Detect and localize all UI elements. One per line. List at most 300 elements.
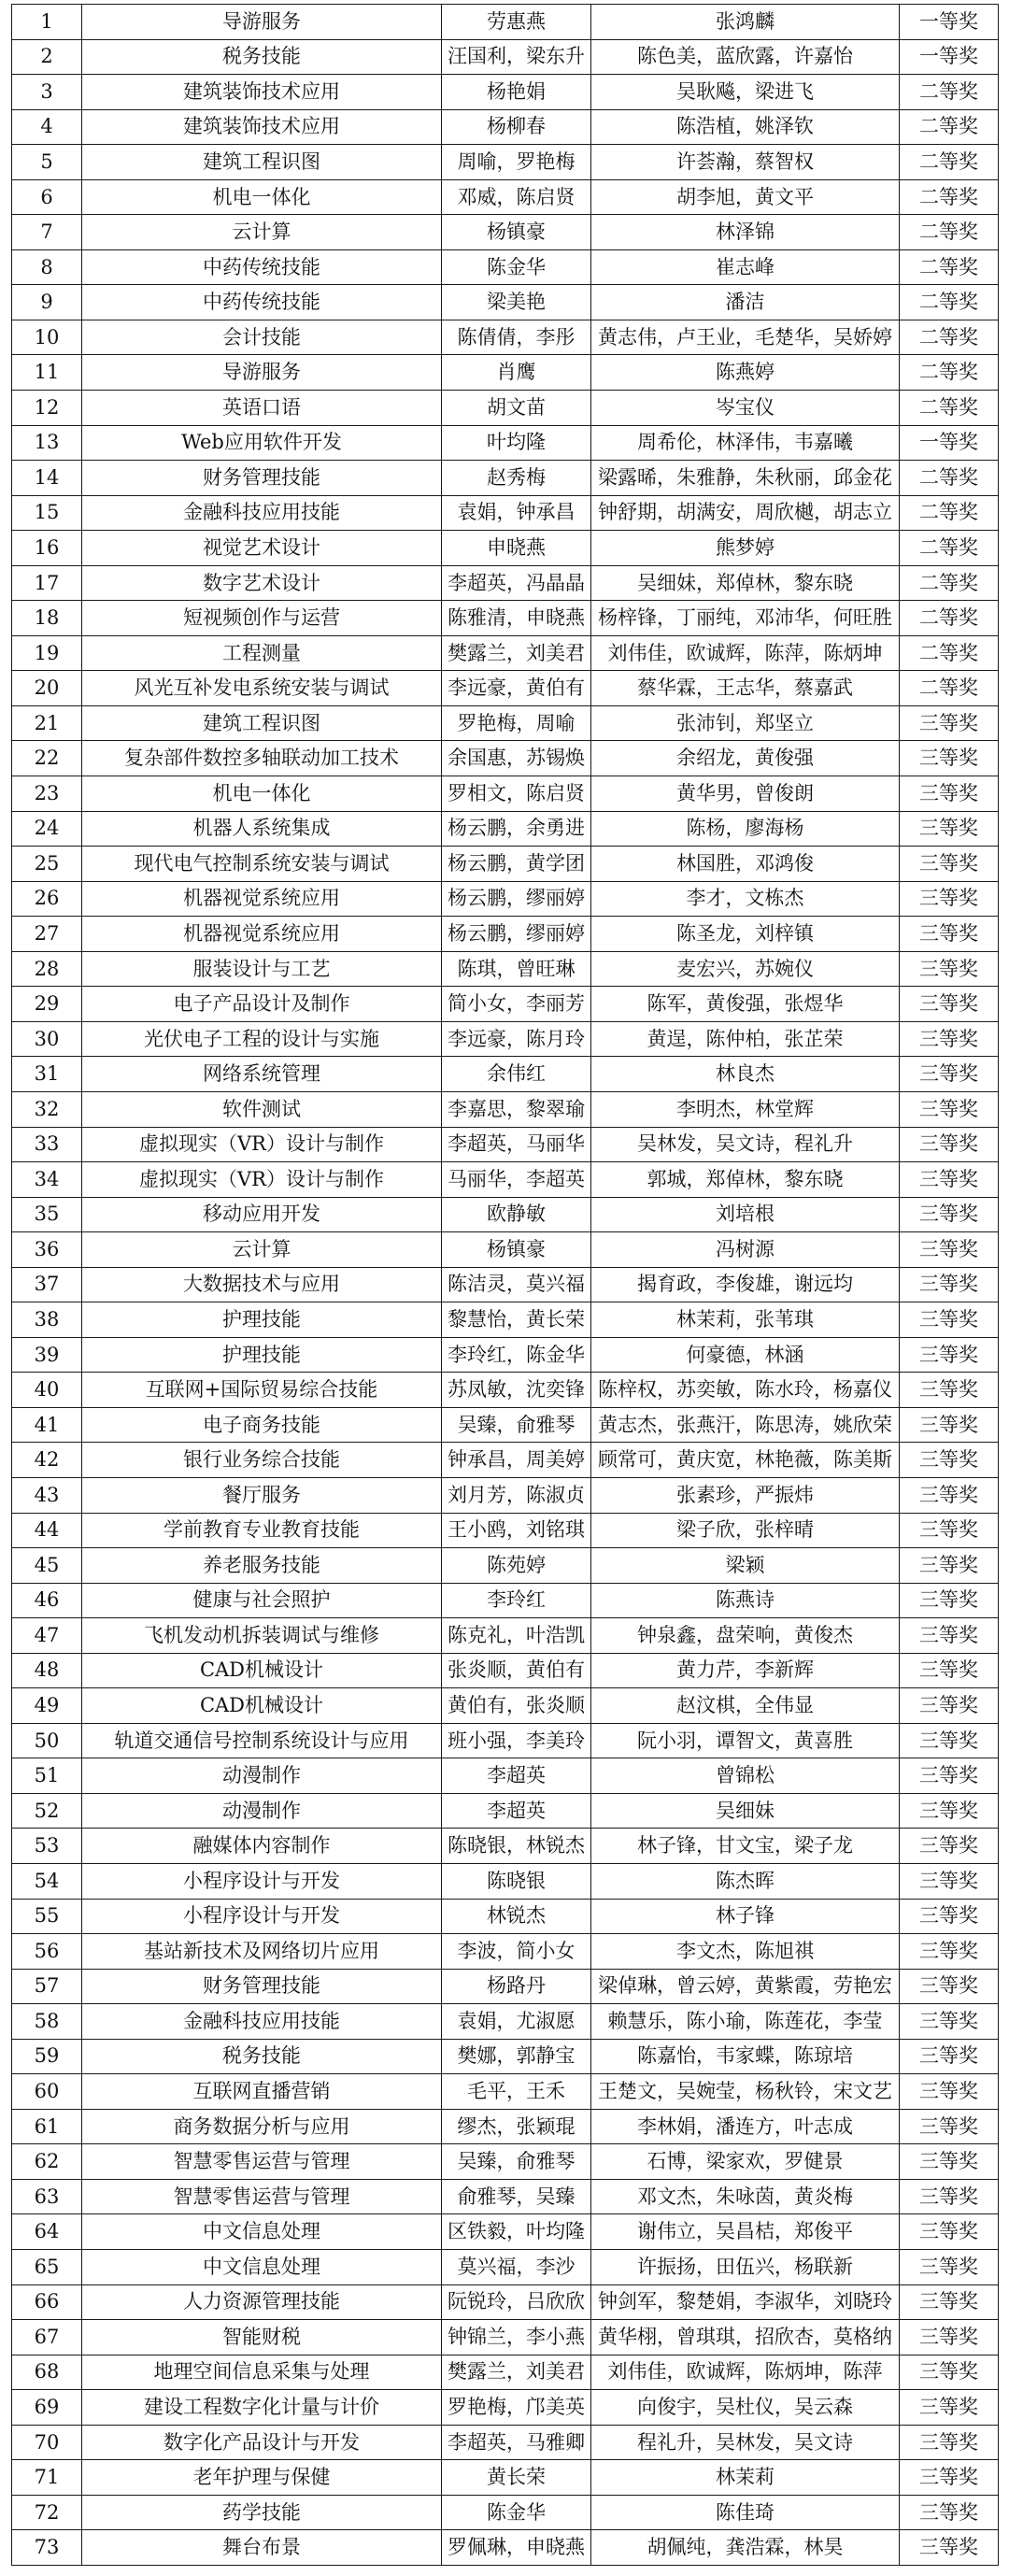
award-cell: 二等奖 bbox=[900, 145, 999, 180]
row-number-cell: 67 bbox=[12, 2320, 82, 2355]
instructor-cell: 杨云鹏，缪丽婷 bbox=[442, 881, 591, 917]
student-names-cell: 谢伟立，吴昌桔，郑俊平 bbox=[591, 2214, 900, 2250]
student-names-cell: 顾常可，黄庆宽，林艳薇，陈美斯 bbox=[591, 1443, 900, 1478]
project-name-cell: 机器视觉系统应用 bbox=[82, 881, 442, 917]
award-cell: 三等奖 bbox=[900, 1829, 999, 1864]
table-row bbox=[12, 1477, 999, 1513]
project-name-cell: 老年护理与保健 bbox=[82, 2460, 442, 2496]
project-name-cell: 互联网+国际贸易综合技能 bbox=[82, 1373, 442, 1408]
student-names-cell: 杨梓锋，丁丽纯，邓沛华，何旺胜 bbox=[591, 601, 900, 636]
project-name-cell: 中文信息处理 bbox=[82, 2250, 442, 2285]
row-number-cell: 51 bbox=[12, 1758, 82, 1794]
row-number-cell: 66 bbox=[12, 2284, 82, 2320]
award-cell: 三等奖 bbox=[900, 2179, 999, 2214]
table-row bbox=[12, 285, 999, 320]
row-number-cell: 72 bbox=[12, 2495, 82, 2530]
project-name-cell: 智慧零售运营与管理 bbox=[82, 2144, 442, 2180]
award-cell: 三等奖 bbox=[900, 881, 999, 917]
student-names-cell: 刘培根 bbox=[591, 1197, 900, 1232]
table-row bbox=[12, 1232, 999, 1268]
instructor-cell: 杨云鹏，黄学团 bbox=[442, 847, 591, 882]
table-row bbox=[12, 1513, 999, 1548]
award-cell: 三等奖 bbox=[900, 2495, 999, 2530]
row-number-cell: 13 bbox=[12, 425, 82, 461]
award-cell: 二等奖 bbox=[900, 109, 999, 145]
instructor-cell: 陈克礼，叶浩凯 bbox=[442, 1618, 591, 1654]
row-number-cell: 41 bbox=[12, 1407, 82, 1443]
row-number-cell: 11 bbox=[12, 355, 82, 391]
award-cell: 二等奖 bbox=[900, 671, 999, 706]
award-cell: 三等奖 bbox=[900, 1899, 999, 1934]
student-names-cell: 冯树源 bbox=[591, 1232, 900, 1268]
row-number-cell: 26 bbox=[12, 881, 82, 917]
row-number-cell: 70 bbox=[12, 2425, 82, 2460]
award-cell: 三等奖 bbox=[900, 1443, 999, 1478]
project-name-cell: CAD机械设计 bbox=[82, 1653, 442, 1688]
student-names-cell: 吴耿飚，梁进飞 bbox=[591, 75, 900, 110]
student-names-cell: 林泽锦 bbox=[591, 215, 900, 250]
student-names-cell: 陈佳琦 bbox=[591, 2495, 900, 2530]
project-name-cell: 建筑工程识图 bbox=[82, 705, 442, 741]
student-names-cell: 梁颖 bbox=[591, 1548, 900, 1584]
instructor-cell: 吴臻，俞雅琴 bbox=[442, 1407, 591, 1443]
project-name-cell: Web应用软件开发 bbox=[82, 425, 442, 461]
project-name-cell: 电子产品设计及制作 bbox=[82, 987, 442, 1022]
table-row bbox=[12, 2284, 999, 2320]
project-name-cell: 视觉艺术设计 bbox=[82, 531, 442, 566]
table-row bbox=[12, 1373, 999, 1408]
table-row bbox=[12, 1969, 999, 2004]
instructor-cell: 樊露兰，刘美君 bbox=[442, 2355, 591, 2390]
project-name-cell: 药学技能 bbox=[82, 2495, 442, 2530]
row-number-cell: 24 bbox=[12, 811, 82, 847]
project-name-cell: 融媒体内容制作 bbox=[82, 1829, 442, 1864]
award-cell: 三等奖 bbox=[900, 1548, 999, 1584]
instructor-cell: 周喻，罗艳梅 bbox=[442, 145, 591, 180]
project-name-cell: 电子商务技能 bbox=[82, 1407, 442, 1443]
table-row bbox=[12, 1162, 999, 1198]
student-names-cell: 蔡华霖，王志华，蔡嘉武 bbox=[591, 671, 900, 706]
instructor-cell: 杨云鹏，缪丽婷 bbox=[442, 917, 591, 952]
project-name-cell: 动漫制作 bbox=[82, 1793, 442, 1829]
award-cell: 二等奖 bbox=[900, 75, 999, 110]
table-row bbox=[12, 1407, 999, 1443]
table-row bbox=[12, 741, 999, 776]
project-name-cell: 餐厅服务 bbox=[82, 1477, 442, 1513]
row-number-cell: 31 bbox=[12, 1057, 82, 1092]
row-number-cell: 3 bbox=[12, 75, 82, 110]
instructor-cell: 杨路丹 bbox=[442, 1969, 591, 2004]
award-cell: 三等奖 bbox=[900, 1407, 999, 1443]
row-number-cell: 43 bbox=[12, 1477, 82, 1513]
row-number-cell: 59 bbox=[12, 2039, 82, 2074]
student-names-cell: 陈梓权，苏奕敏，陈水玲，杨嘉仪 bbox=[591, 1373, 900, 1408]
row-number-cell: 10 bbox=[12, 320, 82, 355]
award-cell: 二等奖 bbox=[900, 249, 999, 285]
table-row bbox=[12, 1302, 999, 1338]
instructor-cell: 李波，简小女 bbox=[442, 1934, 591, 1970]
project-name-cell: 虚拟现实（VR）设计与制作 bbox=[82, 1127, 442, 1162]
row-number-cell: 2 bbox=[12, 39, 82, 75]
award-cell: 三等奖 bbox=[900, 1197, 999, 1232]
project-name-cell: 机电一体化 bbox=[82, 776, 442, 812]
table-row bbox=[12, 1127, 999, 1162]
row-number-cell: 18 bbox=[12, 601, 82, 636]
student-names-cell: 崔志峰 bbox=[591, 249, 900, 285]
award-cell: 二等奖 bbox=[900, 635, 999, 671]
table-row bbox=[12, 391, 999, 426]
award-cell: 三等奖 bbox=[900, 2460, 999, 2496]
student-names-cell: 刘伟佳，欧诚辉，陈炳坤，陈萍 bbox=[591, 2355, 900, 2390]
instructor-cell: 李超英，冯晶晶 bbox=[442, 565, 591, 601]
table-row bbox=[12, 881, 999, 917]
student-names-cell: 揭育政，李俊雄，谢远均 bbox=[591, 1267, 900, 1302]
award-cell: 一等奖 bbox=[900, 5, 999, 40]
instructor-cell: 欧静敏 bbox=[442, 1197, 591, 1232]
table-row bbox=[12, 531, 999, 566]
instructor-cell: 林锐杰 bbox=[442, 1899, 591, 1934]
instructor-cell: 杨艳娟 bbox=[442, 75, 591, 110]
table-row bbox=[12, 1443, 999, 1478]
row-number-cell: 34 bbox=[12, 1162, 82, 1198]
project-name-cell: 建筑装饰技术应用 bbox=[82, 109, 442, 145]
row-number-cell: 44 bbox=[12, 1513, 82, 1548]
student-names-cell: 陈色美，蓝欣露，许嘉怡 bbox=[591, 39, 900, 75]
table-row bbox=[12, 951, 999, 987]
project-name-cell: 人力资源管理技能 bbox=[82, 2284, 442, 2320]
table-row bbox=[12, 1934, 999, 1970]
award-cell: 二等奖 bbox=[900, 215, 999, 250]
row-number-cell: 8 bbox=[12, 249, 82, 285]
project-name-cell: 短视频创作与运营 bbox=[82, 601, 442, 636]
instructor-cell: 梁美艳 bbox=[442, 285, 591, 320]
instructor-cell: 陈苑婷 bbox=[442, 1548, 591, 1584]
row-number-cell: 39 bbox=[12, 1337, 82, 1373]
project-name-cell: 风光互补发电系统安装与调试 bbox=[82, 671, 442, 706]
project-name-cell: 智慧零售运营与管理 bbox=[82, 2179, 442, 2214]
instructor-cell: 陈晓银 bbox=[442, 1863, 591, 1899]
student-names-cell: 吴林发，吴文诗，程礼升 bbox=[591, 1127, 900, 1162]
table-row bbox=[12, 811, 999, 847]
student-names-cell: 钟泉鑫，盘荣响，黄俊杰 bbox=[591, 1618, 900, 1654]
project-name-cell: 健康与社会照护 bbox=[82, 1583, 442, 1618]
student-names-cell: 周希伦，林泽伟，韦嘉曦 bbox=[591, 425, 900, 461]
project-name-cell: 导游服务 bbox=[82, 5, 442, 40]
award-cell: 三等奖 bbox=[900, 1021, 999, 1057]
project-name-cell: 地理空间信息采集与处理 bbox=[82, 2355, 442, 2390]
project-name-cell: 中药传统技能 bbox=[82, 285, 442, 320]
row-number-cell: 22 bbox=[12, 741, 82, 776]
instructor-cell: 刘月芳，陈淑贞 bbox=[442, 1477, 591, 1513]
table-row bbox=[12, 1618, 999, 1654]
project-name-cell: 中药传统技能 bbox=[82, 249, 442, 285]
project-name-cell: 大数据技术与应用 bbox=[82, 1267, 442, 1302]
table-row bbox=[12, 917, 999, 952]
award-cell: 三等奖 bbox=[900, 847, 999, 882]
student-names-cell: 陈燕婷 bbox=[591, 355, 900, 391]
instructor-cell: 俞雅琴，吴臻 bbox=[442, 2179, 591, 2214]
student-names-cell: 陈杨，廖海杨 bbox=[591, 811, 900, 847]
row-number-cell: 63 bbox=[12, 2179, 82, 2214]
table-row bbox=[12, 565, 999, 601]
table-row bbox=[12, 1267, 999, 1302]
award-cell: 二等奖 bbox=[900, 565, 999, 601]
instructor-cell: 罗佩琳，申晓燕 bbox=[442, 2530, 591, 2566]
table-row bbox=[12, 987, 999, 1022]
award-cell: 二等奖 bbox=[900, 531, 999, 566]
instructor-cell: 陈金华 bbox=[442, 2495, 591, 2530]
row-number-cell: 65 bbox=[12, 2250, 82, 2285]
row-number-cell: 42 bbox=[12, 1443, 82, 1478]
award-cell: 二等奖 bbox=[900, 601, 999, 636]
student-names-cell: 陈圣龙，刘梓镇 bbox=[591, 917, 900, 952]
table-row bbox=[12, 635, 999, 671]
instructor-cell: 罗艳梅，邝美英 bbox=[442, 2390, 591, 2426]
table-row bbox=[12, 1337, 999, 1373]
table-row bbox=[12, 2460, 999, 2496]
table-row bbox=[12, 2530, 999, 2566]
table-row bbox=[12, 2355, 999, 2390]
award-cell: 三等奖 bbox=[900, 1127, 999, 1162]
instructor-cell: 区铁毅，叶均隆 bbox=[442, 2214, 591, 2250]
project-name-cell: 中文信息处理 bbox=[82, 2214, 442, 2250]
table-row bbox=[12, 671, 999, 706]
project-name-cell: 会计技能 bbox=[82, 320, 442, 355]
row-number-cell: 56 bbox=[12, 1934, 82, 1970]
project-name-cell: 金融科技应用技能 bbox=[82, 495, 442, 531]
instructor-cell: 陈倩倩，李彤 bbox=[442, 320, 591, 355]
instructor-cell: 邓威，陈启贤 bbox=[442, 179, 591, 215]
project-name-cell: 网络系统管理 bbox=[82, 1057, 442, 1092]
award-cell: 三等奖 bbox=[900, 741, 999, 776]
project-name-cell: 光伏电子工程的设计与实施 bbox=[82, 1021, 442, 1057]
table-row bbox=[12, 215, 999, 250]
instructor-cell: 黎慧怡，黄长荣 bbox=[442, 1302, 591, 1338]
award-cell: 三等奖 bbox=[900, 2074, 999, 2110]
award-cell: 三等奖 bbox=[900, 1723, 999, 1758]
project-name-cell: 导游服务 bbox=[82, 355, 442, 391]
award-cell: 三等奖 bbox=[900, 1477, 999, 1513]
project-name-cell: 财务管理技能 bbox=[82, 1969, 442, 2004]
table-row bbox=[12, 5, 999, 40]
project-name-cell: 建设工程数字化计量与计价 bbox=[82, 2390, 442, 2426]
award-cell: 三等奖 bbox=[900, 2355, 999, 2390]
project-name-cell: 智能财税 bbox=[82, 2320, 442, 2355]
table-row bbox=[12, 2214, 999, 2250]
award-cell: 二等奖 bbox=[900, 461, 999, 496]
row-number-cell: 73 bbox=[12, 2530, 82, 2566]
project-name-cell: 云计算 bbox=[82, 215, 442, 250]
project-name-cell: 虚拟现实（VR）设计与制作 bbox=[82, 1162, 442, 1198]
student-names-cell: 黄华栩，曾琪琪，招欣杏，莫格纳 bbox=[591, 2320, 900, 2355]
award-cell: 三等奖 bbox=[900, 1653, 999, 1688]
student-names-cell: 吴细妹 bbox=[591, 1793, 900, 1829]
row-number-cell: 12 bbox=[12, 391, 82, 426]
student-names-cell: 黄华男，曾俊朗 bbox=[591, 776, 900, 812]
table-row bbox=[12, 2425, 999, 2460]
instructor-cell: 肖鹰 bbox=[442, 355, 591, 391]
instructor-cell: 余伟红 bbox=[442, 1057, 591, 1092]
instructor-cell: 陈晓银，林锐杰 bbox=[442, 1829, 591, 1864]
table-row bbox=[12, 1091, 999, 1127]
award-cell: 三等奖 bbox=[900, 1091, 999, 1127]
project-name-cell: 云计算 bbox=[82, 1232, 442, 1268]
award-cell: 二等奖 bbox=[900, 495, 999, 531]
row-number-cell: 48 bbox=[12, 1653, 82, 1688]
award-cell: 三等奖 bbox=[900, 811, 999, 847]
instructor-cell: 赵秀梅 bbox=[442, 461, 591, 496]
project-name-cell: 财务管理技能 bbox=[82, 461, 442, 496]
award-cell: 三等奖 bbox=[900, 1373, 999, 1408]
award-cell: 三等奖 bbox=[900, 1232, 999, 1268]
row-number-cell: 60 bbox=[12, 2074, 82, 2110]
project-name-cell: 建筑装饰技术应用 bbox=[82, 75, 442, 110]
student-names-cell: 王楚文，吴婉莹，杨秋铃，宋文艺 bbox=[591, 2074, 900, 2110]
award-cell: 三等奖 bbox=[900, 776, 999, 812]
row-number-cell: 58 bbox=[12, 2004, 82, 2040]
row-number-cell: 46 bbox=[12, 1583, 82, 1618]
table-row bbox=[12, 2039, 999, 2074]
row-number-cell: 21 bbox=[12, 705, 82, 741]
project-name-cell: 建筑工程识图 bbox=[82, 145, 442, 180]
table-row bbox=[12, 776, 999, 812]
student-names-cell: 何豪德，林涵 bbox=[591, 1337, 900, 1373]
student-names-cell: 黄逞，陈仲柏，张芷荣 bbox=[591, 1021, 900, 1057]
student-names-cell: 梁倬琳，曾云婷，黄紫霞，劳艳宏 bbox=[591, 1969, 900, 2004]
project-name-cell: 小程序设计与开发 bbox=[82, 1863, 442, 1899]
student-names-cell: 梁子欣，张梓晴 bbox=[591, 1513, 900, 1548]
row-number-cell: 54 bbox=[12, 1863, 82, 1899]
student-names-cell: 黄力芹，李新辉 bbox=[591, 1653, 900, 1688]
instructor-cell: 李超英，马丽华 bbox=[442, 1127, 591, 1162]
student-names-cell: 陈燕诗 bbox=[591, 1583, 900, 1618]
instructor-cell: 李远豪，陈月玲 bbox=[442, 1021, 591, 1057]
table-row bbox=[12, 355, 999, 391]
project-name-cell: 舞台布景 bbox=[82, 2530, 442, 2566]
table-row bbox=[12, 1863, 999, 1899]
instructor-cell: 劳惠燕 bbox=[442, 5, 591, 40]
row-number-cell: 57 bbox=[12, 1969, 82, 2004]
project-name-cell: 护理技能 bbox=[82, 1302, 442, 1338]
row-number-cell: 4 bbox=[12, 109, 82, 145]
row-number-cell: 23 bbox=[12, 776, 82, 812]
instructor-cell: 陈琪，曾旺琳 bbox=[442, 951, 591, 987]
project-name-cell: 小程序设计与开发 bbox=[82, 1899, 442, 1934]
instructor-cell: 李超英，马雅卿 bbox=[442, 2425, 591, 2460]
table-row bbox=[12, 1758, 999, 1794]
row-number-cell: 52 bbox=[12, 1793, 82, 1829]
instructor-cell: 李超英 bbox=[442, 1793, 591, 1829]
table-row bbox=[12, 1583, 999, 1618]
award-cell: 二等奖 bbox=[900, 285, 999, 320]
award-cell: 三等奖 bbox=[900, 1934, 999, 1970]
table-row bbox=[12, 179, 999, 215]
row-number-cell: 36 bbox=[12, 1232, 82, 1268]
award-cell: 三等奖 bbox=[900, 1758, 999, 1794]
row-number-cell: 38 bbox=[12, 1302, 82, 1338]
instructor-cell: 莫兴福，李沙 bbox=[442, 2250, 591, 2285]
project-name-cell: 工程测量 bbox=[82, 635, 442, 671]
instructor-cell: 苏凤敏，沈奕锋 bbox=[442, 1373, 591, 1408]
table-row bbox=[12, 2390, 999, 2426]
row-number-cell: 17 bbox=[12, 565, 82, 601]
award-cell: 三等奖 bbox=[900, 1793, 999, 1829]
student-names-cell: 阮小羽，谭智文，黄喜胜 bbox=[591, 1723, 900, 1758]
table-row bbox=[12, 109, 999, 145]
table-row bbox=[12, 249, 999, 285]
instructor-cell: 马丽华，李超英 bbox=[442, 1162, 591, 1198]
student-names-cell: 陈浩植，姚泽钦 bbox=[591, 109, 900, 145]
award-cell: 二等奖 bbox=[900, 355, 999, 391]
student-names-cell: 张鸿麟 bbox=[591, 5, 900, 40]
student-names-cell: 许荟瀚，蔡智权 bbox=[591, 145, 900, 180]
table-row bbox=[12, 39, 999, 75]
project-name-cell: CAD机械设计 bbox=[82, 1688, 442, 1724]
student-names-cell: 岑宝仪 bbox=[591, 391, 900, 426]
student-names-cell: 赵汶棋，全伟显 bbox=[591, 1688, 900, 1724]
instructor-cell: 缪杰，张颖琨 bbox=[442, 2109, 591, 2144]
row-number-cell: 61 bbox=[12, 2109, 82, 2144]
student-names-cell: 林良杰 bbox=[591, 1057, 900, 1092]
award-cell: 三等奖 bbox=[900, 2039, 999, 2074]
student-names-cell: 刘伟佳，欧诚辉，陈萍，陈炳坤 bbox=[591, 635, 900, 671]
instructor-cell: 叶均隆 bbox=[442, 425, 591, 461]
award-cell: 三等奖 bbox=[900, 1162, 999, 1198]
award-cell: 三等奖 bbox=[900, 1688, 999, 1724]
student-names-cell: 麦宏兴，苏婉仪 bbox=[591, 951, 900, 987]
instructor-cell: 樊娜，郭静宝 bbox=[442, 2039, 591, 2074]
student-names-cell: 许振扬，田伍兴，杨联新 bbox=[591, 2250, 900, 2285]
student-names-cell: 胡佩纯，龚浩霖，林昊 bbox=[591, 2530, 900, 2566]
student-names-cell: 张素珍，严振炜 bbox=[591, 1477, 900, 1513]
student-names-cell: 李林娟，潘连方，叶志成 bbox=[591, 2109, 900, 2144]
project-name-cell: 互联网直播营销 bbox=[82, 2074, 442, 2110]
student-names-cell: 熊梦婷 bbox=[591, 531, 900, 566]
table-row bbox=[12, 2250, 999, 2285]
award-cell: 三等奖 bbox=[900, 1057, 999, 1092]
student-names-cell: 钟剑军，黎楚娟，李淑华，刘晓玲 bbox=[591, 2284, 900, 2320]
instructor-cell: 袁娟，尤淑愿 bbox=[442, 2004, 591, 2040]
row-number-cell: 47 bbox=[12, 1618, 82, 1654]
instructor-cell: 袁娟，钟承昌 bbox=[442, 495, 591, 531]
table-row bbox=[12, 425, 999, 461]
project-name-cell: 数字艺术设计 bbox=[82, 565, 442, 601]
row-number-cell: 62 bbox=[12, 2144, 82, 2180]
award-cell: 二等奖 bbox=[900, 391, 999, 426]
table-row bbox=[12, 1829, 999, 1864]
instructor-cell: 樊露兰，刘美君 bbox=[442, 635, 591, 671]
project-name-cell: 数字化产品设计与开发 bbox=[82, 2425, 442, 2460]
instructor-cell: 罗相文，陈启贤 bbox=[442, 776, 591, 812]
project-name-cell: 英语口语 bbox=[82, 391, 442, 426]
project-name-cell: 移动应用开发 bbox=[82, 1197, 442, 1232]
project-name-cell: 护理技能 bbox=[82, 1337, 442, 1373]
row-number-cell: 1 bbox=[12, 5, 82, 40]
award-cell: 三等奖 bbox=[900, 2320, 999, 2355]
award-cell: 三等奖 bbox=[900, 917, 999, 952]
table-row bbox=[12, 320, 999, 355]
row-number-cell: 50 bbox=[12, 1723, 82, 1758]
table-row bbox=[12, 601, 999, 636]
student-names-cell: 邓文杰，朱咏茵，黄炎梅 bbox=[591, 2179, 900, 2214]
project-name-cell: 轨道交通信号控制系统设计与应用 bbox=[82, 1723, 442, 1758]
row-number-cell: 5 bbox=[12, 145, 82, 180]
instructor-cell: 黄伯有，张炎顺 bbox=[442, 1688, 591, 1724]
row-number-cell: 9 bbox=[12, 285, 82, 320]
project-name-cell: 税务技能 bbox=[82, 2039, 442, 2074]
table-row bbox=[12, 2320, 999, 2355]
row-number-cell: 68 bbox=[12, 2355, 82, 2390]
